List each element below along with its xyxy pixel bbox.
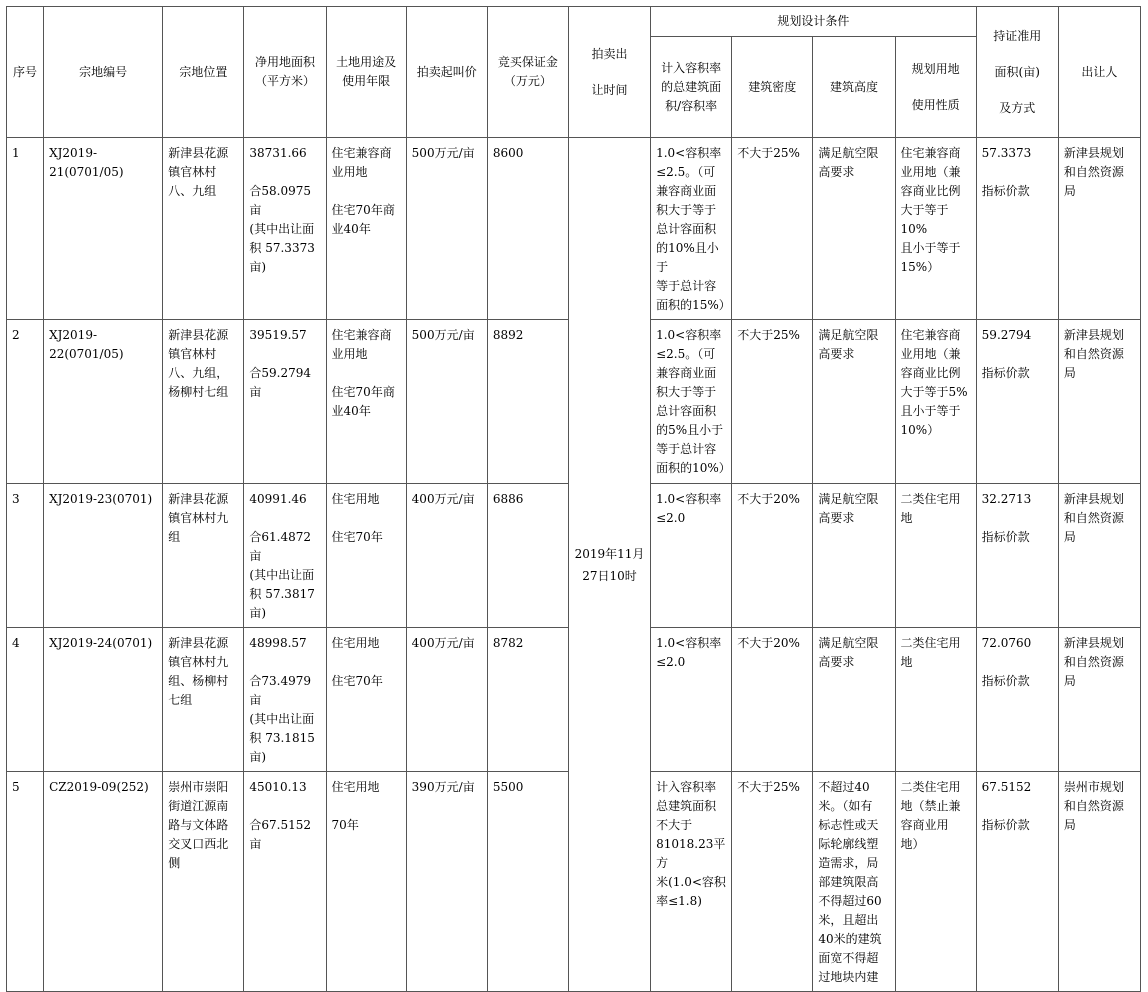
cell-height xyxy=(813,320,895,484)
net-area-value: 40991.46 合61.4872亩 (其中出让面 积 57.3817亩) xyxy=(249,492,315,620)
cell-planned-use xyxy=(895,138,976,320)
cell-location xyxy=(163,628,244,772)
header-far-label: 计入容积率 的总建筑面 积/容积率 xyxy=(661,60,722,113)
start-price-value: 390万元/亩 xyxy=(411,780,475,794)
header-start-price xyxy=(406,7,487,138)
deposit-value: 8600 xyxy=(492,146,524,160)
cell-start-price xyxy=(406,320,487,484)
cell-net-area xyxy=(244,484,326,628)
cell-grantor xyxy=(1058,138,1140,320)
header-planning-label: 规划设计条件 xyxy=(777,14,850,28)
parcel-id-value: CZ2019-09(252) xyxy=(49,780,149,794)
cell-seq xyxy=(7,484,44,628)
cell-start-price xyxy=(406,138,487,320)
cell-start-price xyxy=(406,484,487,628)
header-grantor xyxy=(1058,7,1140,138)
far-value: 1.0<容积率 ≤2.0 xyxy=(656,492,722,525)
cell-indicator xyxy=(976,138,1058,320)
location-value: 新津县花源 镇官林村九 组 xyxy=(168,492,229,544)
header-land-use-label: 土地用途及 使用年限 xyxy=(336,55,397,88)
seq-value: 4 xyxy=(12,636,20,650)
indicator-value: 67.5152 指标价款 xyxy=(981,780,1032,832)
cell-seq xyxy=(7,320,44,484)
seq-value: 5 xyxy=(12,780,20,794)
header-net-area xyxy=(244,7,326,138)
land-use-value: 住宅用地 住宅70年 xyxy=(331,492,383,544)
cell-parcel-id xyxy=(44,772,163,992)
cell-density xyxy=(732,772,813,992)
land-use-value: 住宅兼容商 业用地 住宅70年商 业40年 xyxy=(331,328,395,418)
cell-indicator xyxy=(976,484,1058,628)
planned-use-value: 住宅兼容商 业用地（兼 容商业比例 大于等于5% 且小于等于 10%） xyxy=(900,328,968,437)
indicator-value: 57.3373 指标价款 xyxy=(981,146,1032,198)
height-value: 满足航空限 高要求 xyxy=(818,328,879,361)
header-far xyxy=(651,37,732,138)
deposit-value: 8782 xyxy=(492,636,524,650)
table-row xyxy=(7,138,1141,320)
cell-seq xyxy=(7,628,44,772)
header-seq xyxy=(7,7,44,138)
cell-far xyxy=(651,772,732,992)
net-area-value: 45010.13 合67.5152亩 xyxy=(249,780,312,851)
cell-location xyxy=(163,484,244,628)
far-value: 计入容积率 总建筑面积 不大于 81018.23平方 米(1.0<容积 率≤1.8) xyxy=(656,780,726,908)
deposit-value: 8892 xyxy=(492,328,524,342)
cell-location xyxy=(163,138,244,320)
cell-grantor xyxy=(1058,484,1140,628)
planned-use-value: 二类住宅用 地 xyxy=(900,636,961,669)
cell-start-price xyxy=(406,628,487,772)
parcel-id-value: XJ2019-24(0701) xyxy=(49,636,153,650)
planned-use-value: 二类住宅用 地（禁止兼 容商业用 地） xyxy=(900,780,961,851)
start-price-value: 400万元/亩 xyxy=(411,492,475,506)
indicator-value: 59.2794 指标价款 xyxy=(981,328,1032,380)
density-value: 不大于20% xyxy=(737,492,800,506)
height-value: 满足航空限 高要求 xyxy=(818,636,879,669)
cell-height xyxy=(813,628,895,772)
header-location xyxy=(163,7,244,138)
cell-location xyxy=(163,320,244,484)
cell-seq xyxy=(7,772,44,992)
land-use-value: 住宅用地 住宅70年 xyxy=(331,636,383,688)
header-height-label: 建筑高度 xyxy=(829,79,878,94)
cell-net-area xyxy=(244,138,326,320)
header-auction-time-label: 拍卖出 让时间 xyxy=(591,47,628,97)
density-value: 不大于25% xyxy=(737,328,800,342)
header-seq-label: 序号 xyxy=(13,64,38,79)
far-value: 1.0<容积率 ≤2.0 xyxy=(656,636,722,669)
header-deposit-label: 竞买保证金 （万元） xyxy=(497,55,558,88)
density-value: 不大于20% xyxy=(737,636,800,650)
header-planned-use-label: 规划用地 使用性质 xyxy=(911,62,960,112)
parcel-id-value: XJ2019-22(0701/05) xyxy=(49,328,124,361)
cell-seq xyxy=(7,138,44,320)
cell-grantor xyxy=(1058,772,1140,992)
cell-planned-use xyxy=(895,772,976,992)
header-auction-time xyxy=(568,7,650,138)
cell-grantor xyxy=(1058,628,1140,772)
cell-height xyxy=(813,484,895,628)
cell-height xyxy=(813,138,895,320)
cell-deposit xyxy=(487,138,568,320)
location-value: 崇州市崇阳 街道江源南 路与文体路 交叉口西北 侧 xyxy=(168,780,229,870)
parcel-id-value: XJ2019-21(0701/05) xyxy=(49,146,124,179)
planned-use-value: 住宅兼容商 业用地（兼 容商业比例 大于等于10% 且小于等于 15%） xyxy=(900,146,961,274)
far-value: 1.0<容积率 ≤2.5。（可 兼容商业面 积大于等于 总计容面积 的10%且小于 等于总计容 面积的15%） xyxy=(656,146,731,312)
cell-land-use xyxy=(326,628,406,772)
height-value: 满足航空限 高要求 xyxy=(818,146,879,179)
header-density xyxy=(732,37,813,138)
cell-planned-use xyxy=(895,628,976,772)
header-start-price-label: 拍卖起叫价 xyxy=(416,64,477,79)
cell-far xyxy=(651,628,732,772)
land-auction-table xyxy=(6,6,1141,992)
cell-land-use xyxy=(326,320,406,484)
indicator-value: 72.0760 指标价款 xyxy=(981,636,1032,688)
grantor-value: 新津县规划 和自然资源 局 xyxy=(1063,636,1124,688)
cell-density xyxy=(732,320,813,484)
cell-planned-use xyxy=(895,320,976,484)
header-height xyxy=(813,37,895,138)
deposit-value: 5500 xyxy=(492,780,524,794)
net-area-value: 48998.57 合73.4979亩 (其中出让面 积 73.1815亩) xyxy=(249,636,315,764)
cell-indicator xyxy=(976,628,1058,772)
header-net-area-label: 净用地面积 （平方米） xyxy=(254,55,315,88)
cell-parcel-id xyxy=(44,628,163,772)
cell-indicator xyxy=(976,320,1058,484)
cell-deposit xyxy=(487,628,568,772)
header-indicator-label: 持证准用 面积(亩) 及方式 xyxy=(993,29,1042,115)
cell-parcel-id xyxy=(44,484,163,628)
location-value: 新津县花源 镇官林村 八、九组 xyxy=(168,146,229,198)
height-value: 不超过40 米。（如有 标志性或天 际轮廓线塑 造需求，局 部建筑限高 不得超过60 米，且超出 40米的建筑 面宽不得超 过地块内建 xyxy=(818,780,882,984)
header-land-use xyxy=(326,7,406,138)
seq-value: 1 xyxy=(12,146,20,160)
land-use-value: 住宅兼容商 业用地 住宅70年商 业40年 xyxy=(331,146,395,236)
height-value: 满足航空限 高要求 xyxy=(818,492,879,525)
location-value: 新津县花源 镇官林村 八、九组， 杨柳村七组 xyxy=(168,328,229,399)
cell-deposit xyxy=(487,484,568,628)
start-price-value: 500万元/亩 xyxy=(411,328,475,342)
far-value: 1.0<容积率 ≤2.5。（可 兼容商业面 积大于等于 总计容面积 的5%且小于 等于总计容 面积的10%） xyxy=(656,328,731,475)
density-value: 不大于25% xyxy=(737,780,800,794)
cell-net-area xyxy=(244,320,326,484)
cell-density xyxy=(732,138,813,320)
cell-net-area xyxy=(244,772,326,992)
start-price-value: 500万元/亩 xyxy=(411,146,475,160)
seq-value: 2 xyxy=(12,328,20,342)
header-parcel-id-label: 宗地编号 xyxy=(79,64,128,79)
grantor-value: 新津县规划 和自然资源 局 xyxy=(1063,146,1124,198)
cell-density xyxy=(732,484,813,628)
header-indicator xyxy=(976,7,1058,138)
start-price-value: 400万元/亩 xyxy=(411,636,475,650)
parcel-id-value: XJ2019-23(0701) xyxy=(49,492,153,506)
header-location-label: 宗地位置 xyxy=(179,64,228,79)
cell-deposit xyxy=(487,772,568,992)
cell-location xyxy=(163,772,244,992)
cell-parcel-id xyxy=(44,320,163,484)
net-area-value: 38731.66 合58.0975亩 (其中出让面 积 57.3373亩) xyxy=(249,146,315,274)
location-value: 新津县花源 镇官林村九 组、杨柳村 七组 xyxy=(168,636,229,707)
cell-net-area xyxy=(244,628,326,772)
cell-far xyxy=(651,320,732,484)
cell-land-use xyxy=(326,484,406,628)
auction-time-value: 2019年11月 27日10时 xyxy=(574,546,645,583)
header-density-label: 建筑密度 xyxy=(748,79,797,94)
indicator-value: 32.2713 指标价款 xyxy=(981,492,1032,544)
cell-land-use xyxy=(326,772,406,992)
header-planning xyxy=(651,7,977,37)
cell-indicator xyxy=(976,772,1058,992)
cell-land-use xyxy=(326,138,406,320)
net-area-value: 39519.57 合59.2794亩 xyxy=(249,328,312,399)
planned-use-value: 二类住宅用 地 xyxy=(900,492,961,525)
cell-density xyxy=(732,628,813,772)
deposit-value: 6886 xyxy=(492,492,524,506)
land-use-value: 住宅用地 70年 xyxy=(331,780,380,832)
header-parcel-id xyxy=(44,7,163,138)
seq-value: 3 xyxy=(12,492,20,506)
cell-parcel-id xyxy=(44,138,163,320)
cell-far xyxy=(651,138,732,320)
cell-grantor xyxy=(1058,320,1140,484)
header-deposit xyxy=(487,7,568,138)
cell-deposit xyxy=(487,320,568,484)
cell-height xyxy=(813,772,895,992)
grantor-value: 新津县规划 和自然资源 局 xyxy=(1063,492,1124,544)
grantor-value: 新津县规划 和自然资源 局 xyxy=(1063,328,1124,380)
header-grantor-label: 出让人 xyxy=(1081,64,1118,79)
header-planned-use xyxy=(895,37,976,138)
cell-planned-use xyxy=(895,484,976,628)
grantor-value: 崇州市规划 和自然资源 局 xyxy=(1063,780,1124,832)
cell-auction-time xyxy=(568,138,650,992)
cell-far xyxy=(651,484,732,628)
cell-start-price xyxy=(406,772,487,992)
density-value: 不大于25% xyxy=(737,146,800,160)
